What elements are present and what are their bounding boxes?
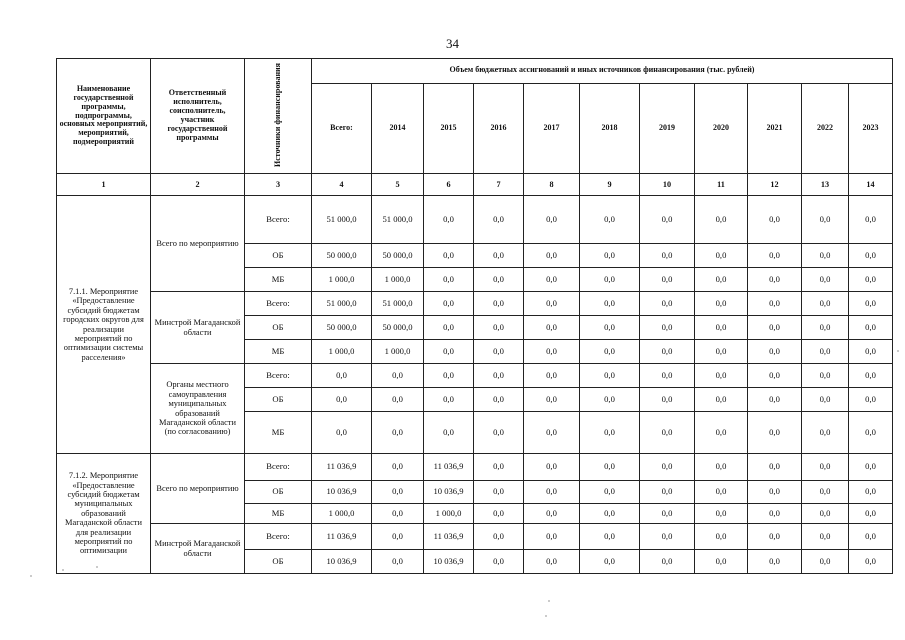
year-value: 0,0 xyxy=(524,454,580,481)
year-value: 0,0 xyxy=(849,364,893,388)
total-value: 1 000,0 xyxy=(312,340,372,364)
responsible-executor: Всего по мероприятию xyxy=(151,454,245,524)
year-value: 11 036,9 xyxy=(424,454,474,481)
scan-speck xyxy=(96,566,98,568)
year-value: 0,0 xyxy=(802,454,849,481)
header-year: 2019 xyxy=(640,83,695,173)
scan-speck xyxy=(897,350,899,352)
year-value: 0,0 xyxy=(372,524,424,550)
year-value: 0,0 xyxy=(524,504,580,524)
scan-speck xyxy=(62,569,64,571)
total-value: 0,0 xyxy=(312,388,372,412)
year-value: 0,0 xyxy=(580,454,640,481)
column-numbers-row xyxy=(57,174,893,196)
year-value: 0,0 xyxy=(640,524,695,550)
year-value: 0,0 xyxy=(640,364,695,388)
year-value: 0,0 xyxy=(580,196,640,244)
funding-source: ОБ xyxy=(245,550,312,574)
scan-speck xyxy=(30,575,32,577)
year-value: 0,0 xyxy=(640,504,695,524)
year-value: 0,0 xyxy=(524,388,580,412)
year-value: 0,0 xyxy=(802,388,849,412)
header-year: 2020 xyxy=(695,83,748,173)
year-value: 0,0 xyxy=(424,268,474,292)
year-value: 0,0 xyxy=(849,388,893,412)
year-value: 0,0 xyxy=(849,196,893,244)
year-value: 0,0 xyxy=(748,244,802,268)
year-value: 0,0 xyxy=(802,550,849,574)
header-volume: Объем бюджетных ассигнований и иных источников финансирования (тыс. рублей) xyxy=(312,59,893,84)
total-value: 51 000,0 xyxy=(312,292,372,316)
year-value: 0,0 xyxy=(524,412,580,454)
year-value: 0,0 xyxy=(802,268,849,292)
header-year: 2016 xyxy=(474,83,524,173)
year-value: 0,0 xyxy=(748,196,802,244)
column-number: 12 xyxy=(748,174,802,196)
year-value: 1 000,0 xyxy=(424,504,474,524)
year-value: 0,0 xyxy=(580,292,640,316)
table-row xyxy=(57,196,893,244)
header-year: 2015 xyxy=(424,83,474,173)
year-value: 0,0 xyxy=(580,244,640,268)
year-value: 0,0 xyxy=(524,316,580,340)
year-value: 0,0 xyxy=(748,454,802,481)
year-value: 0,0 xyxy=(695,244,748,268)
responsible-executor: Органы местного самоуправления муниципальных образований Магаданской области (по согласованию) xyxy=(151,364,245,454)
year-value: 0,0 xyxy=(748,481,802,504)
year-value: 0,0 xyxy=(474,524,524,550)
header-year: 2021 xyxy=(748,83,802,173)
year-value: 0,0 xyxy=(849,454,893,481)
year-value: 0,0 xyxy=(424,364,474,388)
total-value: 10 036,9 xyxy=(312,481,372,504)
total-value: 1 000,0 xyxy=(312,268,372,292)
year-value: 10 036,9 xyxy=(424,481,474,504)
table-row xyxy=(57,524,893,550)
year-value: 11 036,9 xyxy=(424,524,474,550)
year-value: 0,0 xyxy=(640,481,695,504)
funding-source: Всего: xyxy=(245,196,312,244)
total-value: 50 000,0 xyxy=(312,316,372,340)
funding-source: МБ xyxy=(245,340,312,364)
year-value: 0,0 xyxy=(849,340,893,364)
funding-source: ОБ xyxy=(245,244,312,268)
year-value: 0,0 xyxy=(748,364,802,388)
measure-name: 7.1.1. Мероприятие «Предоставление субсидий бюджетам городских округов для реализации мероприятий по оптимизации системы расселения» xyxy=(57,196,151,454)
column-number: 1 xyxy=(57,174,151,196)
year-value: 0,0 xyxy=(580,388,640,412)
funding-source: Всего: xyxy=(245,454,312,481)
year-value: 0,0 xyxy=(524,524,580,550)
year-value: 0,0 xyxy=(524,340,580,364)
year-value: 0,0 xyxy=(802,316,849,340)
year-value: 0,0 xyxy=(695,268,748,292)
year-value: 0,0 xyxy=(474,316,524,340)
funding-source: ОБ xyxy=(245,481,312,504)
year-value: 0,0 xyxy=(580,364,640,388)
year-value: 0,0 xyxy=(474,292,524,316)
year-value: 0,0 xyxy=(802,196,849,244)
year-value: 0,0 xyxy=(372,454,424,481)
header-year: 2014 xyxy=(372,83,424,173)
year-value: 0,0 xyxy=(748,412,802,454)
year-value: 0,0 xyxy=(695,196,748,244)
total-value: 51 000,0 xyxy=(312,196,372,244)
year-value: 0,0 xyxy=(695,316,748,340)
year-value: 0,0 xyxy=(524,244,580,268)
table-row xyxy=(57,364,893,388)
year-value: 0,0 xyxy=(802,524,849,550)
year-value: 0,0 xyxy=(580,550,640,574)
header-year: 2018 xyxy=(580,83,640,173)
year-value: 0,0 xyxy=(424,196,474,244)
year-value: 0,0 xyxy=(524,196,580,244)
year-value: 0,0 xyxy=(474,388,524,412)
funding-source: Всего: xyxy=(245,292,312,316)
year-value: 0,0 xyxy=(640,244,695,268)
year-value: 0,0 xyxy=(849,524,893,550)
year-value: 0,0 xyxy=(695,481,748,504)
year-value: 0,0 xyxy=(372,412,424,454)
year-value: 0,0 xyxy=(640,292,695,316)
column-number: 6 xyxy=(424,174,474,196)
funding-source: ОБ xyxy=(245,316,312,340)
column-number: 4 xyxy=(312,174,372,196)
year-value: 0,0 xyxy=(849,292,893,316)
measure-name: 7.1.2. Мероприятие «Предоставление субсидий бюджетам муниципальных образований Магаданской области для реализации мероприятий по оптимизации xyxy=(57,454,151,574)
column-number: 2 xyxy=(151,174,245,196)
funding-source: МБ xyxy=(245,412,312,454)
total-value: 11 036,9 xyxy=(312,454,372,481)
header-responsible: Ответственный исполнитель, соисполнитель, участник государственной программы xyxy=(151,59,245,174)
year-value: 0,0 xyxy=(474,268,524,292)
column-number: 14 xyxy=(849,174,893,196)
year-value: 0,0 xyxy=(372,364,424,388)
year-value: 0,0 xyxy=(849,504,893,524)
total-value: 0,0 xyxy=(312,412,372,454)
year-value: 0,0 xyxy=(474,504,524,524)
year-value: 0,0 xyxy=(695,524,748,550)
table-row xyxy=(57,454,893,481)
funding-source: МБ xyxy=(245,268,312,292)
column-number: 11 xyxy=(695,174,748,196)
year-value: 0,0 xyxy=(695,454,748,481)
year-value: 0,0 xyxy=(580,340,640,364)
year-value: 0,0 xyxy=(849,244,893,268)
year-value: 0,0 xyxy=(802,244,849,268)
funding-source: МБ xyxy=(245,504,312,524)
year-value: 0,0 xyxy=(524,292,580,316)
year-value: 0,0 xyxy=(424,292,474,316)
year-value: 0,0 xyxy=(695,292,748,316)
header-name: Наименование государственной программы, подпрограммы, основных мероприятий, мероприятий, подмероприятий xyxy=(57,59,151,174)
year-value: 50 000,0 xyxy=(372,244,424,268)
year-value: 1 000,0 xyxy=(372,268,424,292)
column-number: 8 xyxy=(524,174,580,196)
scan-speck xyxy=(545,615,547,617)
year-value: 0,0 xyxy=(424,244,474,268)
year-value: 0,0 xyxy=(524,268,580,292)
year-value: 0,0 xyxy=(748,504,802,524)
year-value: 0,0 xyxy=(580,316,640,340)
year-value: 0,0 xyxy=(580,481,640,504)
header-year: 2017 xyxy=(524,83,580,173)
responsible-executor: Минстрой Магаданской области xyxy=(151,524,245,574)
total-value: 1 000,0 xyxy=(312,504,372,524)
year-value: 51 000,0 xyxy=(372,292,424,316)
year-value: 1 000,0 xyxy=(372,340,424,364)
year-value: 0,0 xyxy=(524,364,580,388)
year-value: 0,0 xyxy=(748,316,802,340)
year-value: 0,0 xyxy=(640,550,695,574)
year-value: 0,0 xyxy=(695,364,748,388)
year-value: 50 000,0 xyxy=(372,316,424,340)
year-value: 0,0 xyxy=(474,412,524,454)
year-value: 0,0 xyxy=(748,292,802,316)
year-value: 0,0 xyxy=(748,524,802,550)
responsible-executor: Минстрой Магаданской области xyxy=(151,292,245,364)
year-value: 0,0 xyxy=(474,364,524,388)
year-value: 0,0 xyxy=(802,481,849,504)
column-number: 7 xyxy=(474,174,524,196)
year-value: 0,0 xyxy=(640,196,695,244)
year-value: 0,0 xyxy=(849,268,893,292)
header-sources-text: Источники финансирования xyxy=(272,62,282,167)
year-value: 0,0 xyxy=(849,412,893,454)
year-value: 0,0 xyxy=(695,388,748,412)
column-number: 3 xyxy=(245,174,312,196)
funding-source: Всего: xyxy=(245,524,312,550)
header-year: 2023 xyxy=(849,83,893,173)
year-value: 0,0 xyxy=(524,550,580,574)
year-value: 10 036,9 xyxy=(424,550,474,574)
year-value: 0,0 xyxy=(524,481,580,504)
year-value: 0,0 xyxy=(802,340,849,364)
table-row xyxy=(57,292,893,316)
year-value: 0,0 xyxy=(802,504,849,524)
column-number: 10 xyxy=(640,174,695,196)
year-value: 0,0 xyxy=(372,504,424,524)
year-value: 0,0 xyxy=(580,268,640,292)
total-value: 50 000,0 xyxy=(312,244,372,268)
year-value: 0,0 xyxy=(849,481,893,504)
year-value: 0,0 xyxy=(640,412,695,454)
year-value: 0,0 xyxy=(748,268,802,292)
year-value: 0,0 xyxy=(424,412,474,454)
year-value: 0,0 xyxy=(748,388,802,412)
scan-speck xyxy=(548,600,550,602)
total-value: 11 036,9 xyxy=(312,524,372,550)
column-number: 5 xyxy=(372,174,424,196)
year-value: 0,0 xyxy=(424,316,474,340)
year-value: 51 000,0 xyxy=(372,196,424,244)
year-value: 0,0 xyxy=(372,550,424,574)
year-value: 0,0 xyxy=(580,524,640,550)
year-value: 0,0 xyxy=(640,340,695,364)
year-value: 0,0 xyxy=(802,292,849,316)
header-total: Всего: xyxy=(312,83,372,173)
total-value: 0,0 xyxy=(312,364,372,388)
funding-source: ОБ xyxy=(245,388,312,412)
year-value: 0,0 xyxy=(695,412,748,454)
year-value: 0,0 xyxy=(640,388,695,412)
funding-source: Всего: xyxy=(245,364,312,388)
column-number: 9 xyxy=(580,174,640,196)
header-year: 2022 xyxy=(802,83,849,173)
year-value: 0,0 xyxy=(424,388,474,412)
year-value: 0,0 xyxy=(748,340,802,364)
year-value: 0,0 xyxy=(474,454,524,481)
year-value: 0,0 xyxy=(748,550,802,574)
responsible-executor: Всего по мероприятию xyxy=(151,196,245,292)
year-value: 0,0 xyxy=(474,550,524,574)
year-value: 0,0 xyxy=(640,454,695,481)
year-value: 0,0 xyxy=(580,504,640,524)
year-value: 0,0 xyxy=(474,244,524,268)
year-value: 0,0 xyxy=(849,550,893,574)
year-value: 0,0 xyxy=(640,268,695,292)
page-number: 34 xyxy=(446,36,459,51)
year-value: 0,0 xyxy=(640,316,695,340)
year-value: 0,0 xyxy=(372,481,424,504)
year-value: 0,0 xyxy=(580,412,640,454)
table-body xyxy=(57,196,893,574)
year-value: 0,0 xyxy=(474,481,524,504)
year-value: 0,0 xyxy=(802,412,849,454)
year-value: 0,0 xyxy=(695,550,748,574)
year-value: 0,0 xyxy=(474,340,524,364)
year-value: 0,0 xyxy=(372,388,424,412)
year-value: 0,0 xyxy=(695,504,748,524)
column-number: 13 xyxy=(802,174,849,196)
year-value: 0,0 xyxy=(695,340,748,364)
total-value: 10 036,9 xyxy=(312,550,372,574)
budget-table xyxy=(56,58,893,574)
year-value: 0,0 xyxy=(424,340,474,364)
year-value: 0,0 xyxy=(849,316,893,340)
year-value: 0,0 xyxy=(802,364,849,388)
year-value: 0,0 xyxy=(474,196,524,244)
header-sources xyxy=(245,59,312,174)
